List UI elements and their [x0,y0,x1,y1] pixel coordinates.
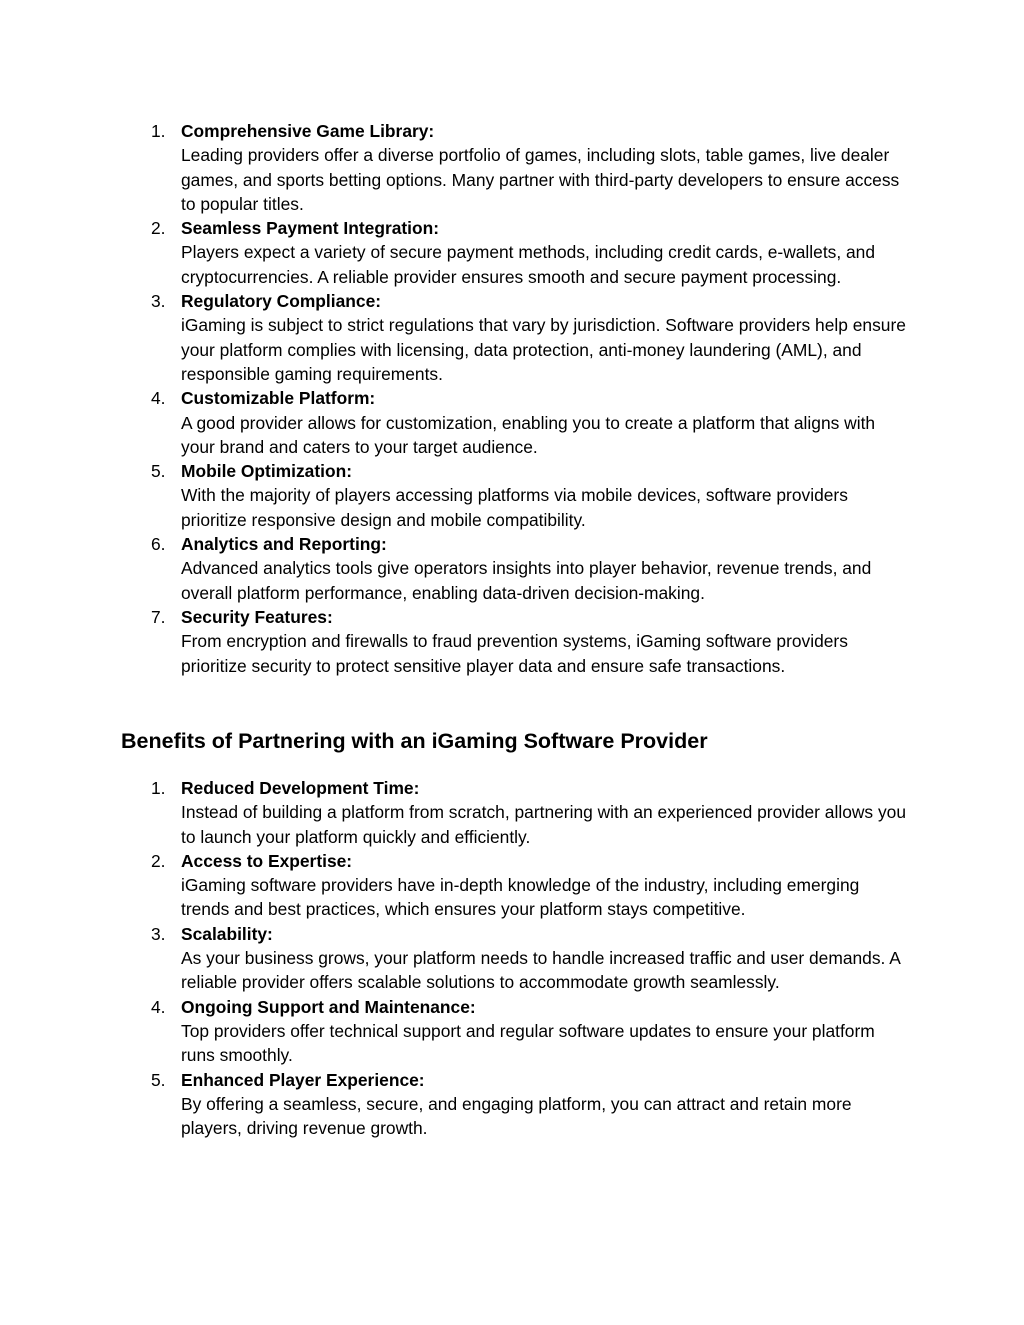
item-number: 5. [151,1069,166,1090]
list-item [0,849,906,922]
item-title: Regulatory Compliance: [181,291,382,312]
item-number: 1. [151,778,166,798]
item-title: Reduced Development Time: [181,778,420,798]
list-item [0,776,906,849]
item-title: Scalability: [181,923,273,944]
list-item [0,216,906,289]
item-description: By offering a seamless, secure, and engaging platform, you can attract and retain more players, driving revenue growth. [181,1093,852,1139]
item-description: Advanced analytics tools give operators insights into player behavior, revenue trends, and overall platform performance, enabling data-driven decision-making. [181,558,872,603]
item-title: Customizable Platform: [181,388,376,409]
features-list [0,119,906,678]
item-description: From encryption and firewalls to fraud prevention systems, iGaming software providers prioritize security to protect sensitive player data and ensure safe transactions. [181,631,848,676]
item-description: Players expect a variety of secure payment methods, including credit cards, e-wallets, and cryptocurrencies. A reliable provider ensures smooth and secure payment processing. [181,242,876,287]
item-title: Enhanced Player Experience: [181,1069,425,1090]
item-number: 2. [151,850,166,871]
list-item [0,119,906,216]
item-description: Top providers offer technical support and regular software updates to ensure your platform runs smoothly. [181,1020,875,1066]
section-heading: Benefits of Partnering with an iGaming Software Provider [121,729,708,753]
item-number: 2. [151,218,166,239]
item-description: iGaming is subject to strict regulations that vary by jurisdiction. Software providers help ensure your platform complies with licensing, data protection, anti-money laundering (AML), and responsible gaming requirements. [181,315,906,384]
list-item [0,995,906,1068]
list-item [0,922,906,995]
item-title: Analytics and Reporting: [181,534,387,555]
list-item [0,1068,906,1141]
benefits-list [0,776,906,1140]
item-description: As your business grows, your platform needs to handle increased traffic and user demands. A reliable provider offers scalable solutions to accommodate growth seamlessly. [181,948,900,993]
item-number: 4. [151,388,166,409]
item-title: Mobile Optimization: [181,461,352,482]
list-item [0,605,906,678]
item-number: 6. [151,534,166,555]
item-description: iGaming software providers have in-depth knowledge of the industry, including emerging trends and best practices, which ensures your platform stays competitive. [181,875,860,920]
item-description: Instead of building a platform from scratch, partnering with an experienced provider allows you to launch your platform quickly and efficiently. [181,802,906,847]
item-number: 7. [151,606,166,627]
item-number: 3. [151,923,166,944]
item-title: Ongoing Support and Maintenance: [181,996,476,1017]
item-title: Access to Expertise: [181,850,353,871]
item-title: Seamless Payment Integration: [181,218,440,239]
item-description: With the majority of players accessing platforms via mobile devices, software providers prioritize responsive design and mobile compatibility. [181,485,848,530]
item-description: A good provider allows for customization, enabling you to create a platform that aligns with your brand and caters to your target audience. [181,412,876,457]
item-number: 1. [151,121,166,141]
list-item [0,386,906,459]
list-item [0,289,906,386]
item-description: Leading providers offer a diverse portfolio of games, including slots, table games, live dealer games, and sports betting options. Many partner with third-party developers to ensure access to popular titles. [181,145,900,214]
item-title: Security Features: [181,606,333,627]
list-item [0,459,906,532]
item-number: 3. [151,291,166,312]
item-number: 5. [151,461,166,482]
item-number: 4. [151,996,166,1017]
item-title: Comprehensive Game Library: [181,121,435,141]
list-item [0,532,906,605]
